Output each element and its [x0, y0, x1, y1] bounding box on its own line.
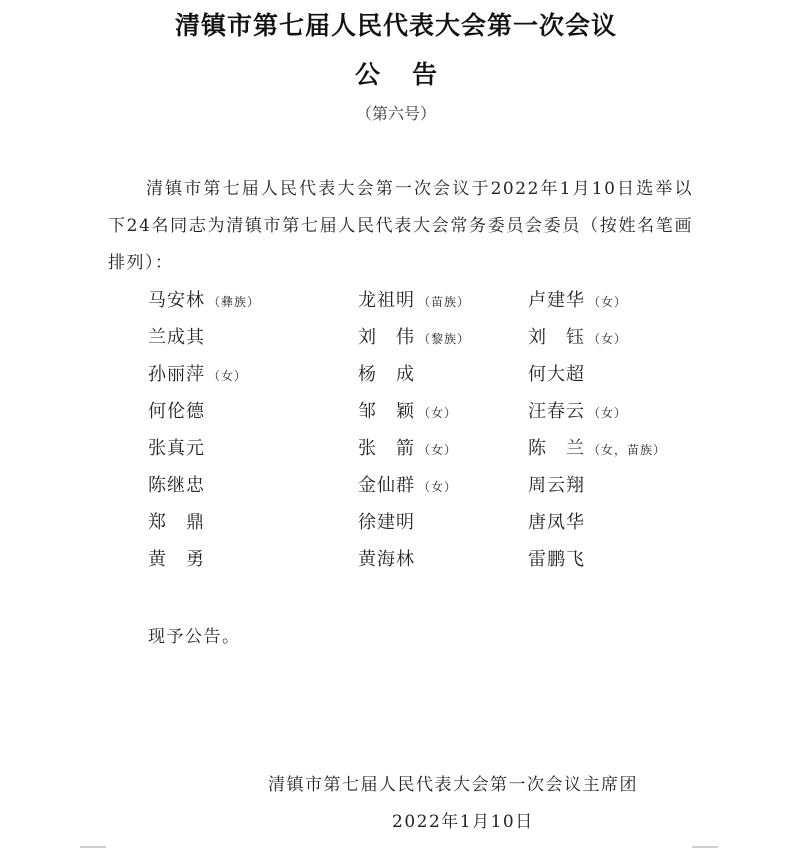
member-entry	[358, 467, 457, 504]
member-entry	[528, 393, 627, 430]
member-entry	[358, 430, 457, 467]
member-entry	[528, 282, 627, 319]
member-entry	[528, 541, 588, 578]
member-entry	[148, 282, 260, 319]
member-name: 徐建明	[358, 512, 415, 533]
member-note: （女）	[588, 332, 628, 346]
member-entry	[148, 393, 208, 430]
member-entry	[358, 541, 418, 578]
member-name: 汪春云	[528, 401, 585, 422]
member-entry	[148, 541, 208, 578]
signature-date: 2022年1月10日	[392, 812, 534, 832]
member-entry	[358, 282, 470, 319]
member-name: 何伦德	[148, 401, 205, 422]
member-name: 孙丽萍	[148, 364, 205, 385]
member-name: 郑 鼎	[148, 512, 205, 533]
member-entry	[528, 356, 588, 393]
intro-paragraph: 清镇市第七届人民代表大会第一次会议于2022年1月10日选举以下24名同志为清镇市第七届人民代表大会常务委员会委员（按姓名笔画排列）：	[108, 179, 693, 273]
member-name: 马安林	[148, 290, 205, 311]
member-name: 邹 颖	[358, 401, 415, 422]
document-subtitle: 公告	[354, 60, 469, 89]
member-name: 黄海林	[358, 549, 415, 570]
member-name: 刘 钰	[528, 327, 585, 348]
member-entry	[148, 356, 247, 393]
member-name: 黄 勇	[148, 549, 205, 570]
member-name: 张真元	[148, 438, 205, 459]
member-name: 杨 成	[358, 364, 415, 385]
closing-statement: 现予公告。	[148, 627, 241, 647]
member-name: 陈继忠	[148, 475, 205, 496]
member-note: （女，苗族）	[588, 443, 667, 457]
member-note: （女）	[418, 480, 458, 494]
member-name: 刘 伟	[358, 327, 415, 348]
member-entry	[148, 430, 208, 467]
member-entry	[358, 504, 418, 541]
member-note: （女）	[418, 443, 458, 457]
member-entry	[358, 393, 457, 430]
member-note: （女）	[588, 295, 628, 309]
member-name: 龙祖明	[358, 290, 415, 311]
member-name: 周云翔	[528, 475, 585, 496]
member-entry	[358, 356, 418, 393]
member-entry	[148, 319, 208, 356]
member-note: （苗族）	[418, 295, 471, 309]
member-note: （女）	[588, 406, 628, 420]
member-name: 兰成其	[148, 327, 205, 348]
member-name: 雷鹏飞	[528, 549, 585, 570]
member-note: （女）	[208, 369, 248, 383]
member-entry	[358, 319, 470, 356]
document-title: 清镇市第七届人民代表大会第一次会议	[174, 11, 617, 40]
member-note: （女）	[418, 406, 458, 420]
member-entry	[148, 467, 208, 504]
member-name: 金仙群	[358, 475, 415, 496]
member-name: 张 箭	[358, 438, 415, 459]
member-note: （黎族）	[418, 332, 471, 346]
issue-number: （第六号）	[355, 104, 436, 123]
member-note: （彝族）	[208, 295, 261, 309]
member-entry	[528, 504, 588, 541]
issuer-signature: 清镇市第七届人民代表大会第一次会议主席团	[268, 775, 638, 795]
member-entry	[148, 504, 208, 541]
member-name: 陈 兰	[528, 438, 585, 459]
member-name: 唐凤华	[528, 512, 585, 533]
member-entry	[528, 319, 627, 356]
member-name: 何大超	[528, 364, 585, 385]
member-entry	[528, 430, 666, 467]
member-name: 卢建华	[528, 290, 585, 311]
member-entry	[528, 467, 588, 504]
